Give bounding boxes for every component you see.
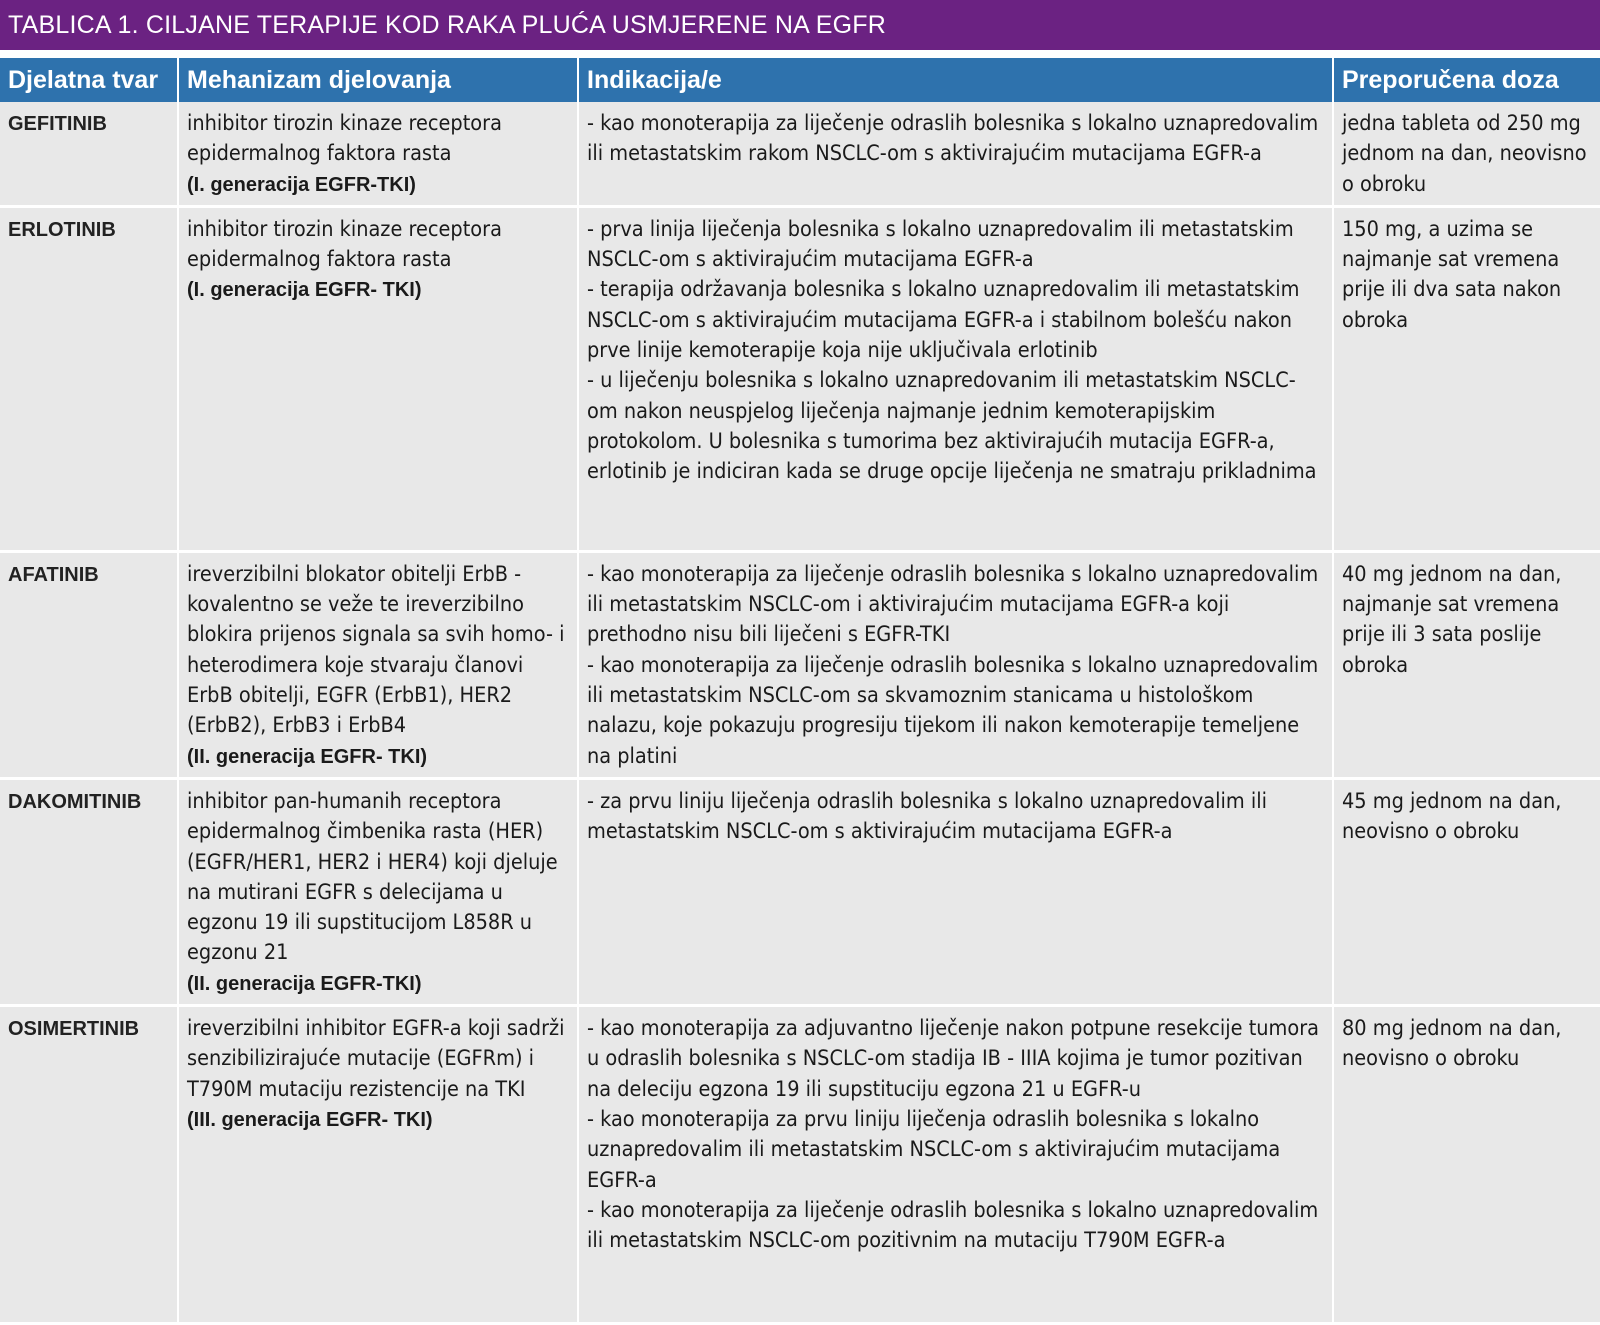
table-row xyxy=(0,206,1600,551)
drug-name: ERLOTINIB xyxy=(0,206,178,551)
header-recommended-dose: Preporučena doza xyxy=(1333,58,1600,102)
mechanism-text: inhibitor pan-humanih receptora epidermalnog čimbenika rasta (HER) (EGFR/HER1, HER2 i HER4) koji djeluje na mutirani EGFR s delecijama u egzonu 19 ili supstitucijom L858R u egzonu 21 xyxy=(187,788,558,966)
indication-item: - terapija održavanja bolesnika s lokalno uznapredovalim ili metastatskim NSCLC-om s aktivirajućim mutacijama EGFR-a i stabilnom bolešću nakon prve linije kemoterapije koja nije uključivala erlotinib xyxy=(587,277,1300,364)
generation-label: (III. generacija EGFR- TKI) xyxy=(187,1108,433,1131)
indications-cell xyxy=(578,778,1333,1005)
drug-name: DAKOMITINIB xyxy=(0,778,178,1005)
header-indications: Indikacija/e xyxy=(578,58,1333,102)
header-mechanism: Mehanizam djelovanja xyxy=(178,58,578,102)
generation-label: (II. generacija EGFR-TKI) xyxy=(187,972,422,995)
drug-name: GEFITINIB xyxy=(0,102,178,206)
mechanism-cell xyxy=(178,1006,578,1324)
indications-cell xyxy=(578,1006,1333,1324)
mechanism-cell xyxy=(178,778,578,1005)
mechanism-text: ireverzibilni inhibitor EGFR-a koji sadrži senzibilizirajuće mutacije (EGFRm) i T790M mutaciju rezistencije na TKI xyxy=(187,1016,565,1102)
indication-item: - kao monoterapija za liječenje odraslih bolesnika s lokalno uznapredovalim ili metastatskim NSCLC-om sa skvamoznim stanicama u histološkom nalazu, koje pokazuju progresiju tijekom ili nakon kemoterapije temeljene na platini xyxy=(587,652,1319,769)
generation-label: (I. generacija EGFR- TKI) xyxy=(187,279,422,302)
generation-label: (I. generacija EGFR-TKI) xyxy=(187,173,416,196)
dose-cell xyxy=(1333,206,1600,551)
mechanism-cell xyxy=(178,206,578,551)
indication-item: - za prvu liniju liječenja odraslih bolesnika s lokalno uznapredovalim ili metastatskim NSCLC-om s aktivirajućim mutacijama EGFR-a xyxy=(587,788,1267,845)
drug-name: OSIMERTINIB xyxy=(0,1006,178,1324)
table-row xyxy=(0,778,1600,1005)
mechanism-cell xyxy=(178,551,578,778)
drug-name: AFATINIB xyxy=(0,551,178,778)
mechanism-cell xyxy=(178,102,578,206)
dose-text: 45 mg jednom na dan, neovisno o obroku xyxy=(1342,788,1562,845)
dose-text: 150 mg, a uzima se najmanje sat vremena prije ili dva sata nakon obroka xyxy=(1342,216,1562,333)
indication-item: - kao monoterapija za liječenje odraslih bolesnika s lokalno uznapredovalim ili metastatskim rakom NSCLC-om s aktivirajućim mutacijama EGFR-a xyxy=(587,111,1319,167)
indication-item: - kao monoterapija za liječenje odraslih bolesnika s lokalno uznapredovalim ili metastatskim NSCLC-om pozitivnim na mutaciju T790M EGFR-a xyxy=(587,1197,1319,1254)
header-active-substance: Djelatna tvar xyxy=(0,58,178,102)
dose-text: 80 mg jednom na dan, neovisno o obroku xyxy=(1342,1016,1562,1072)
mechanism-text: ireverzibilni blokator obitelji ErbB - kovalentno se veže te ireverzibilno blokira prijenos signala sa svih homo- i heterodimera koje stvaraju članovi ErbB obitelji, EGFR (ErbB1), HER2 (ErbB2), ErbB3 i ErbB4 xyxy=(187,561,565,739)
egfr-therapies-table xyxy=(0,58,1600,1325)
dose-cell xyxy=(1333,1006,1600,1324)
indication-item: - u liječenju bolesnika s lokalno uznapredovanim ili metastatskim NSCLC-om nakon neuspjelog liječenja najmanje jednim kemoterapijskim protokolom. U bolesnika s tumorima bez aktivirajućih mutacija EGFR-a, erlotinib je indiciran kada se druge opcije liječenja ne smatraju prikladnima xyxy=(587,368,1317,485)
table-row xyxy=(0,102,1600,206)
header-row xyxy=(0,58,1600,102)
indication-item: - kao monoterapija za adjuvantno liječenje nakon potpune resekcije tumora u odraslih bolesnika s NSCLC-om stadija IB - IIIA kojima je tumor pozitivan na deleciju egzona 19 ili supstituciju egzona 21 u EGFR-u xyxy=(587,1016,1320,1102)
dose-cell xyxy=(1333,102,1600,206)
table-title: TABLICA 1. CILJANE TERAPIJE KOD RAKA PLUĆA USMJERENE NA EGFR xyxy=(0,0,1600,50)
indications-cell xyxy=(578,206,1333,551)
indications-cell xyxy=(578,102,1333,206)
indications-cell xyxy=(578,551,1333,778)
mechanism-text: inhibitor tirozin kinaze receptora epidermalnog faktora rasta xyxy=(187,111,502,167)
mechanism-text: inhibitor tirozin kinaze receptora epidermalnog faktora rasta xyxy=(187,216,502,273)
indication-item: - kao monoterapija za prvu liniju liječenja odraslih bolesnika s lokalno uznapredovalim ili metastatskim NSCLC-om s aktivirajućim mutacijama EGFR-a xyxy=(587,1106,1281,1193)
dose-cell xyxy=(1333,551,1600,778)
dose-text: 40 mg jednom na dan, najmanje sat vremena prije ili 3 sata poslije obroka xyxy=(1342,561,1562,678)
table-row xyxy=(0,551,1600,778)
dose-text: jedna tableta od 250 mg jednom na dan, neovisno o obroku xyxy=(1342,111,1587,197)
generation-label: (II. generacija EGFR- TKI) xyxy=(187,745,428,768)
indication-item: - prva linija liječenja bolesnika s lokalno uznapredovalim ili metastatskim NSCLC-om s aktivirajućim mutacijama EGFR-a xyxy=(587,216,1294,273)
indication-item: - kao monoterapija za liječenje odraslih bolesnika s lokalno uznapredovalim ili metastatskim NSCLC-om i aktivirajućim mutacijama EGFR-a koji prethodno nisu bili liječeni s EGFR-TKI xyxy=(587,561,1319,648)
dose-cell xyxy=(1333,778,1600,1005)
table-row xyxy=(0,1006,1600,1324)
